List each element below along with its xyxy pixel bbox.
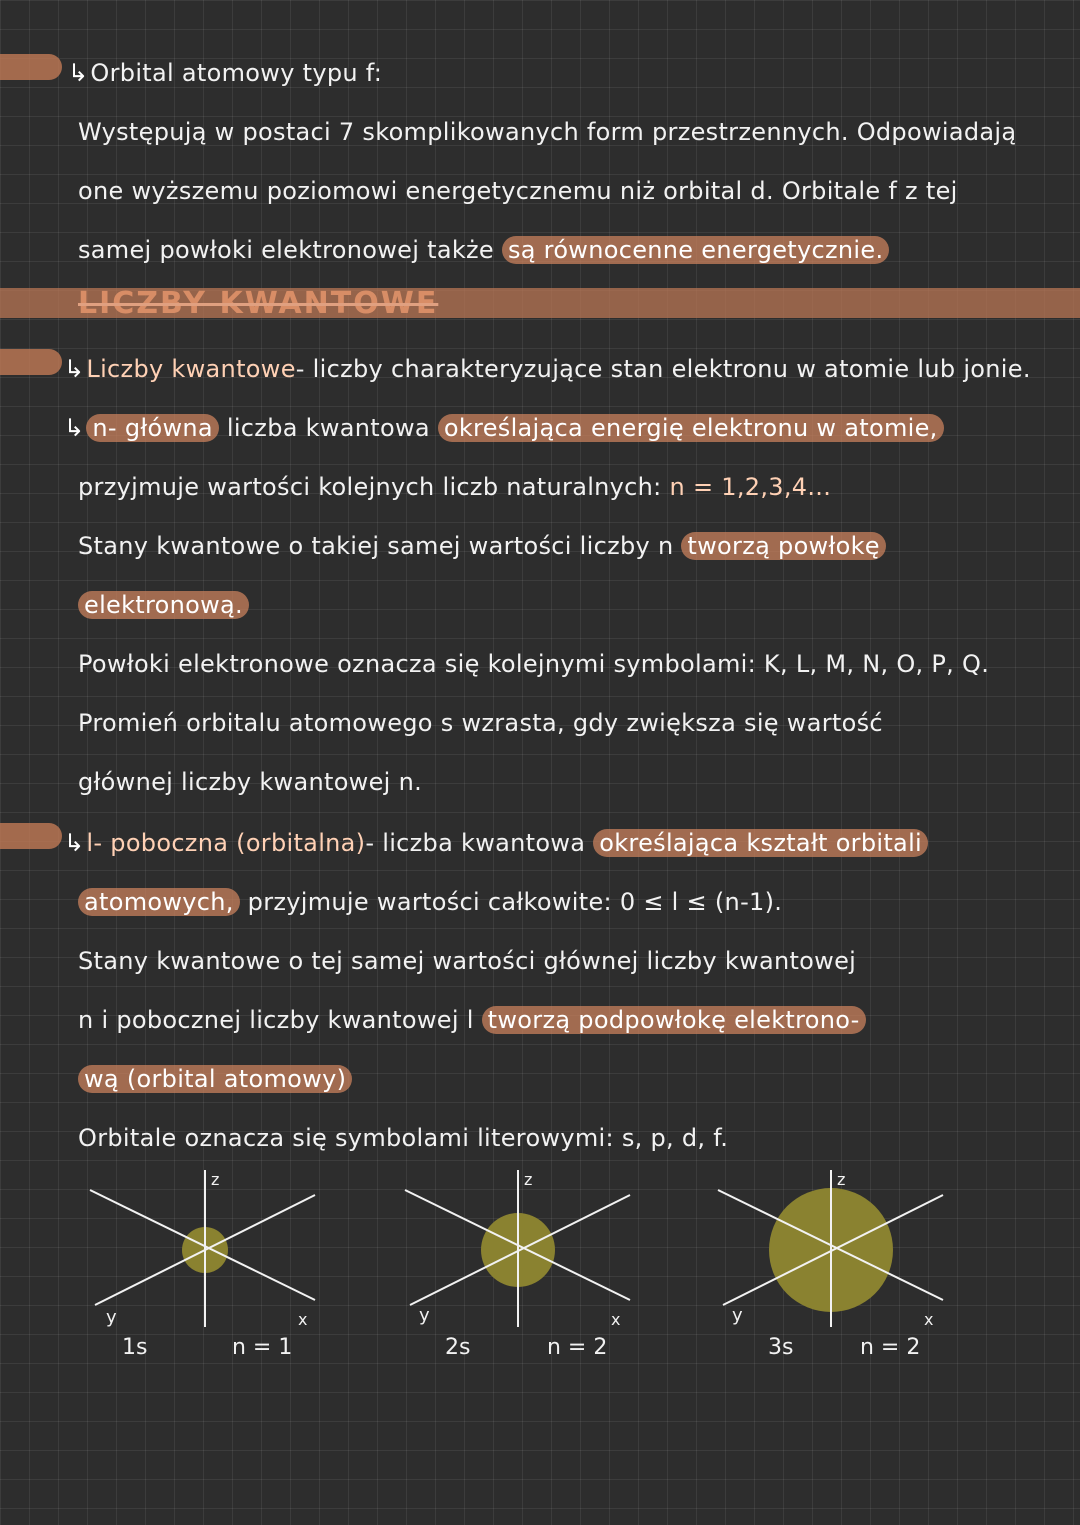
orbital-svg xyxy=(80,1165,330,1335)
arrow-icon: ↳ xyxy=(64,829,85,857)
orbital-label: 2s xyxy=(445,1335,471,1360)
highlight: określająca kształt orbitali xyxy=(593,829,928,857)
highlight: tworzą powłokę xyxy=(681,532,885,560)
l-line-6: Orbitale oznacza się symbolami literowymi: s, p, d, f. xyxy=(78,1124,729,1152)
x-label: x xyxy=(298,1310,308,1329)
arrow-icon: ↳ xyxy=(68,59,89,87)
highlight: atomowych, xyxy=(78,888,240,916)
n-line-3: Stany kwantowe o takiej samej wartości liczby n tworzą powłokę xyxy=(78,529,886,563)
term: Liczby kwantowe xyxy=(86,355,296,383)
z-label: z xyxy=(837,1170,846,1189)
highlight: są równocenne energetycznie. xyxy=(502,236,889,264)
f-orbital-title: ↳Orbital atomowy typu f: xyxy=(68,59,383,87)
l-line-5 xyxy=(78,1062,352,1096)
n-label: n = 1 xyxy=(232,1335,293,1360)
highlight: określająca energię elektronu w atomie, xyxy=(438,414,944,442)
f-orbital-line-3: samej powłoki elektronowej także są równocenne energetycznie. xyxy=(78,233,889,267)
orbital-svg xyxy=(708,1165,958,1335)
n-line-6: Promień orbitalu atomowego s wzrasta, gdy zwiększa się wartość xyxy=(78,709,883,737)
highlight: tworzą podpowłokę elektrono- xyxy=(482,1006,866,1034)
orbital-label: 1s xyxy=(122,1335,148,1360)
arrow-icon: ↳ xyxy=(64,355,85,383)
orbital-diagram-2s xyxy=(395,1165,645,1365)
n-line-5: Powłoki elektronowe oznacza się kolejnymi symbolami: K, L, M, N, O, P, Q. xyxy=(78,650,990,678)
y-label: y xyxy=(419,1305,430,1326)
z-label: z xyxy=(524,1170,533,1189)
n-label: n = 2 xyxy=(860,1335,921,1360)
z-label: z xyxy=(211,1170,220,1189)
f-orbital-line-2: one wyższemu poziomowi energetycznemu niż orbital d. Orbitale f z tej xyxy=(78,177,958,205)
n-line-1: ↳ n- główna liczba kwantowa określająca energię elektronu w atomie, xyxy=(64,411,944,445)
x-axis xyxy=(90,1190,315,1300)
f-orbital-line-1: Występują w postaci 7 skomplikowanych form przestrzennych. Odpowiadają xyxy=(78,118,1017,146)
x-label: x xyxy=(924,1310,934,1329)
section-tab xyxy=(0,54,62,80)
y-label: y xyxy=(732,1305,743,1326)
n-line-4 xyxy=(78,588,249,622)
n-line-7: głównej liczby kwantowej n. xyxy=(78,768,423,796)
term: n- główna xyxy=(86,414,219,442)
section-heading: LICZBY KWANTOWE xyxy=(78,286,439,321)
l-line-3: Stany kwantowe o tej samej wartości głównej liczby kwantowej xyxy=(78,947,857,975)
y-label: y xyxy=(106,1307,117,1328)
orbital-label: 3s xyxy=(768,1335,794,1360)
highlight: elektronową. xyxy=(78,591,249,619)
orbital-diagram-3s xyxy=(708,1165,958,1365)
n-line-2: przyjmuje wartości kolejnych liczb naturalnych: n = 1,2,3,4... xyxy=(78,473,832,501)
l-line-4: n i pobocznej liczby kwantowej l tworzą podpowłokę elektrono- xyxy=(78,1003,866,1037)
highlight: wą (orbital atomowy) xyxy=(78,1065,352,1093)
arrow-icon: ↳ xyxy=(64,414,85,442)
l-line-1: ↳l- poboczna (orbitalna)- liczba kwantowa określająca kształt orbitali xyxy=(64,826,928,860)
section-tab xyxy=(0,823,62,849)
n-label: n = 2 xyxy=(547,1335,608,1360)
definition-line: ↳Liczby kwantowe- liczby charakteryzujące stan elektronu w atomie lub jonie. xyxy=(64,355,1031,383)
x-label: x xyxy=(611,1310,621,1329)
l-line-2: atomowych, przyjmuje wartości całkowite: 0 ≤ l ≤ (n-1). xyxy=(78,885,782,919)
orbital-diagram-1s xyxy=(80,1165,330,1365)
section-tab xyxy=(0,349,62,375)
y-axis xyxy=(410,1195,630,1305)
orbital-svg xyxy=(395,1165,645,1335)
value: n = 1,2,3,4... xyxy=(669,473,832,501)
term: l- poboczna (orbitalna) xyxy=(86,829,366,857)
